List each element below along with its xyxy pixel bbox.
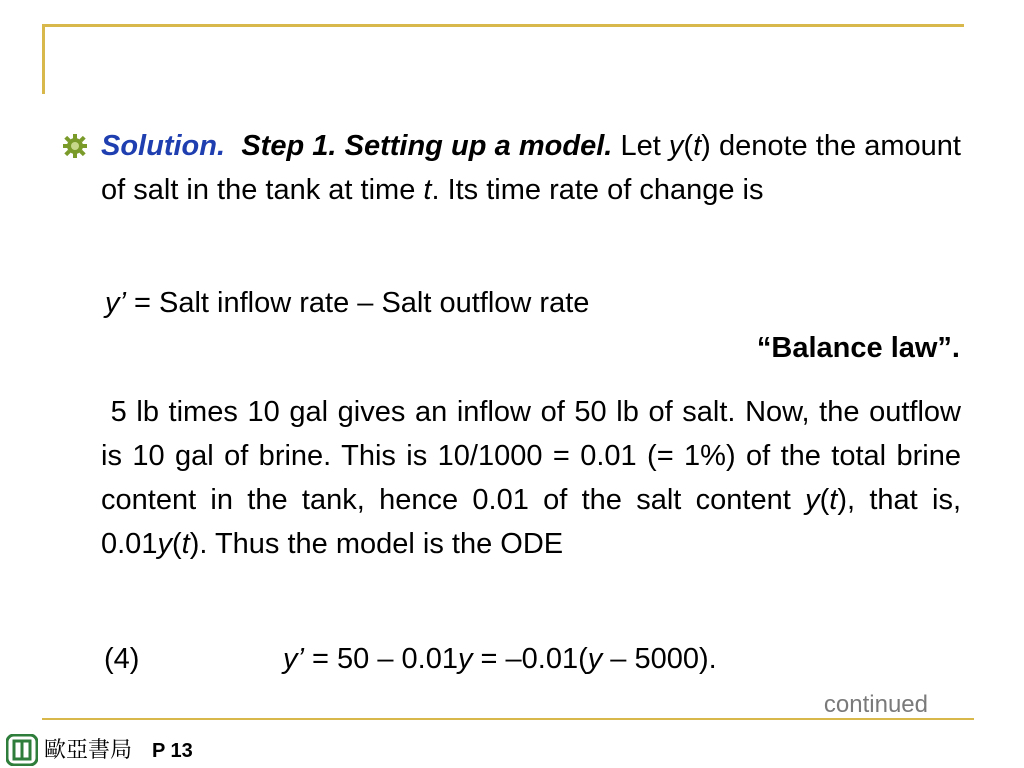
- paren: (: [171, 528, 182, 560]
- equation-rhs: = Salt inflow rate – Salt outflow rate: [125, 287, 590, 319]
- ode-equation: [283, 637, 717, 681]
- page-number: P 13: [152, 740, 193, 762]
- text-fragment: , that is, 0.01: [101, 484, 962, 560]
- balance-law-label: “Balance law”.: [756, 332, 960, 364]
- gear-bullet-icon: [62, 133, 88, 159]
- paren: (: [819, 484, 830, 516]
- var-y-prime: y’: [105, 287, 126, 319]
- equation-fragment: = 50 – 0.01: [303, 643, 458, 675]
- var-y-prime: y’: [283, 643, 304, 675]
- paren: ): [189, 528, 200, 560]
- text-fragment: 5 lb times 10 gal gives an inflow of 50 lb of salt. Now, the outflow is 10 gal of brine. This is 10/1000 = 0.01 (= 1%) of the total brine content in the tank, hence 0.01 of the salt content: [101, 396, 962, 516]
- solution-label: Solution.: [101, 130, 226, 162]
- paren: ): [837, 484, 847, 516]
- frame-left-line: [42, 24, 45, 94]
- frame-top-line: [42, 24, 964, 27]
- paren: (: [683, 130, 694, 162]
- equation-number: (4): [104, 643, 140, 675]
- equation-fragment: = –0.01(: [472, 643, 588, 675]
- model-paragraph: [101, 390, 961, 566]
- var-y: y: [668, 130, 684, 162]
- text-fragment: . Thus the model is the ODE: [199, 528, 564, 560]
- text-fragment: Let: [612, 130, 669, 162]
- var-y: y: [457, 643, 473, 675]
- paren: ): [701, 130, 711, 162]
- var-t: t: [423, 174, 432, 206]
- text-fragment: . Its time rate of change is: [431, 174, 764, 206]
- solution-paragraph: [101, 124, 961, 212]
- step-heading: Step 1. Setting up a model.: [241, 130, 613, 162]
- publisher-name: 歐亞書局: [44, 738, 133, 763]
- text-fragment: denote the amount of salt in the tank at time: [101, 130, 961, 206]
- var-t: t: [181, 528, 190, 560]
- var-y: y: [805, 484, 820, 516]
- var-t: t: [829, 484, 838, 516]
- var-y: y: [157, 528, 172, 560]
- equation-fragment: – 5000).: [602, 643, 717, 675]
- var-y: y: [587, 643, 603, 675]
- var-t: t: [693, 130, 702, 162]
- continued-label: continued: [823, 691, 928, 718]
- publisher-logo-icon: [6, 734, 38, 766]
- balance-equation: [105, 281, 589, 325]
